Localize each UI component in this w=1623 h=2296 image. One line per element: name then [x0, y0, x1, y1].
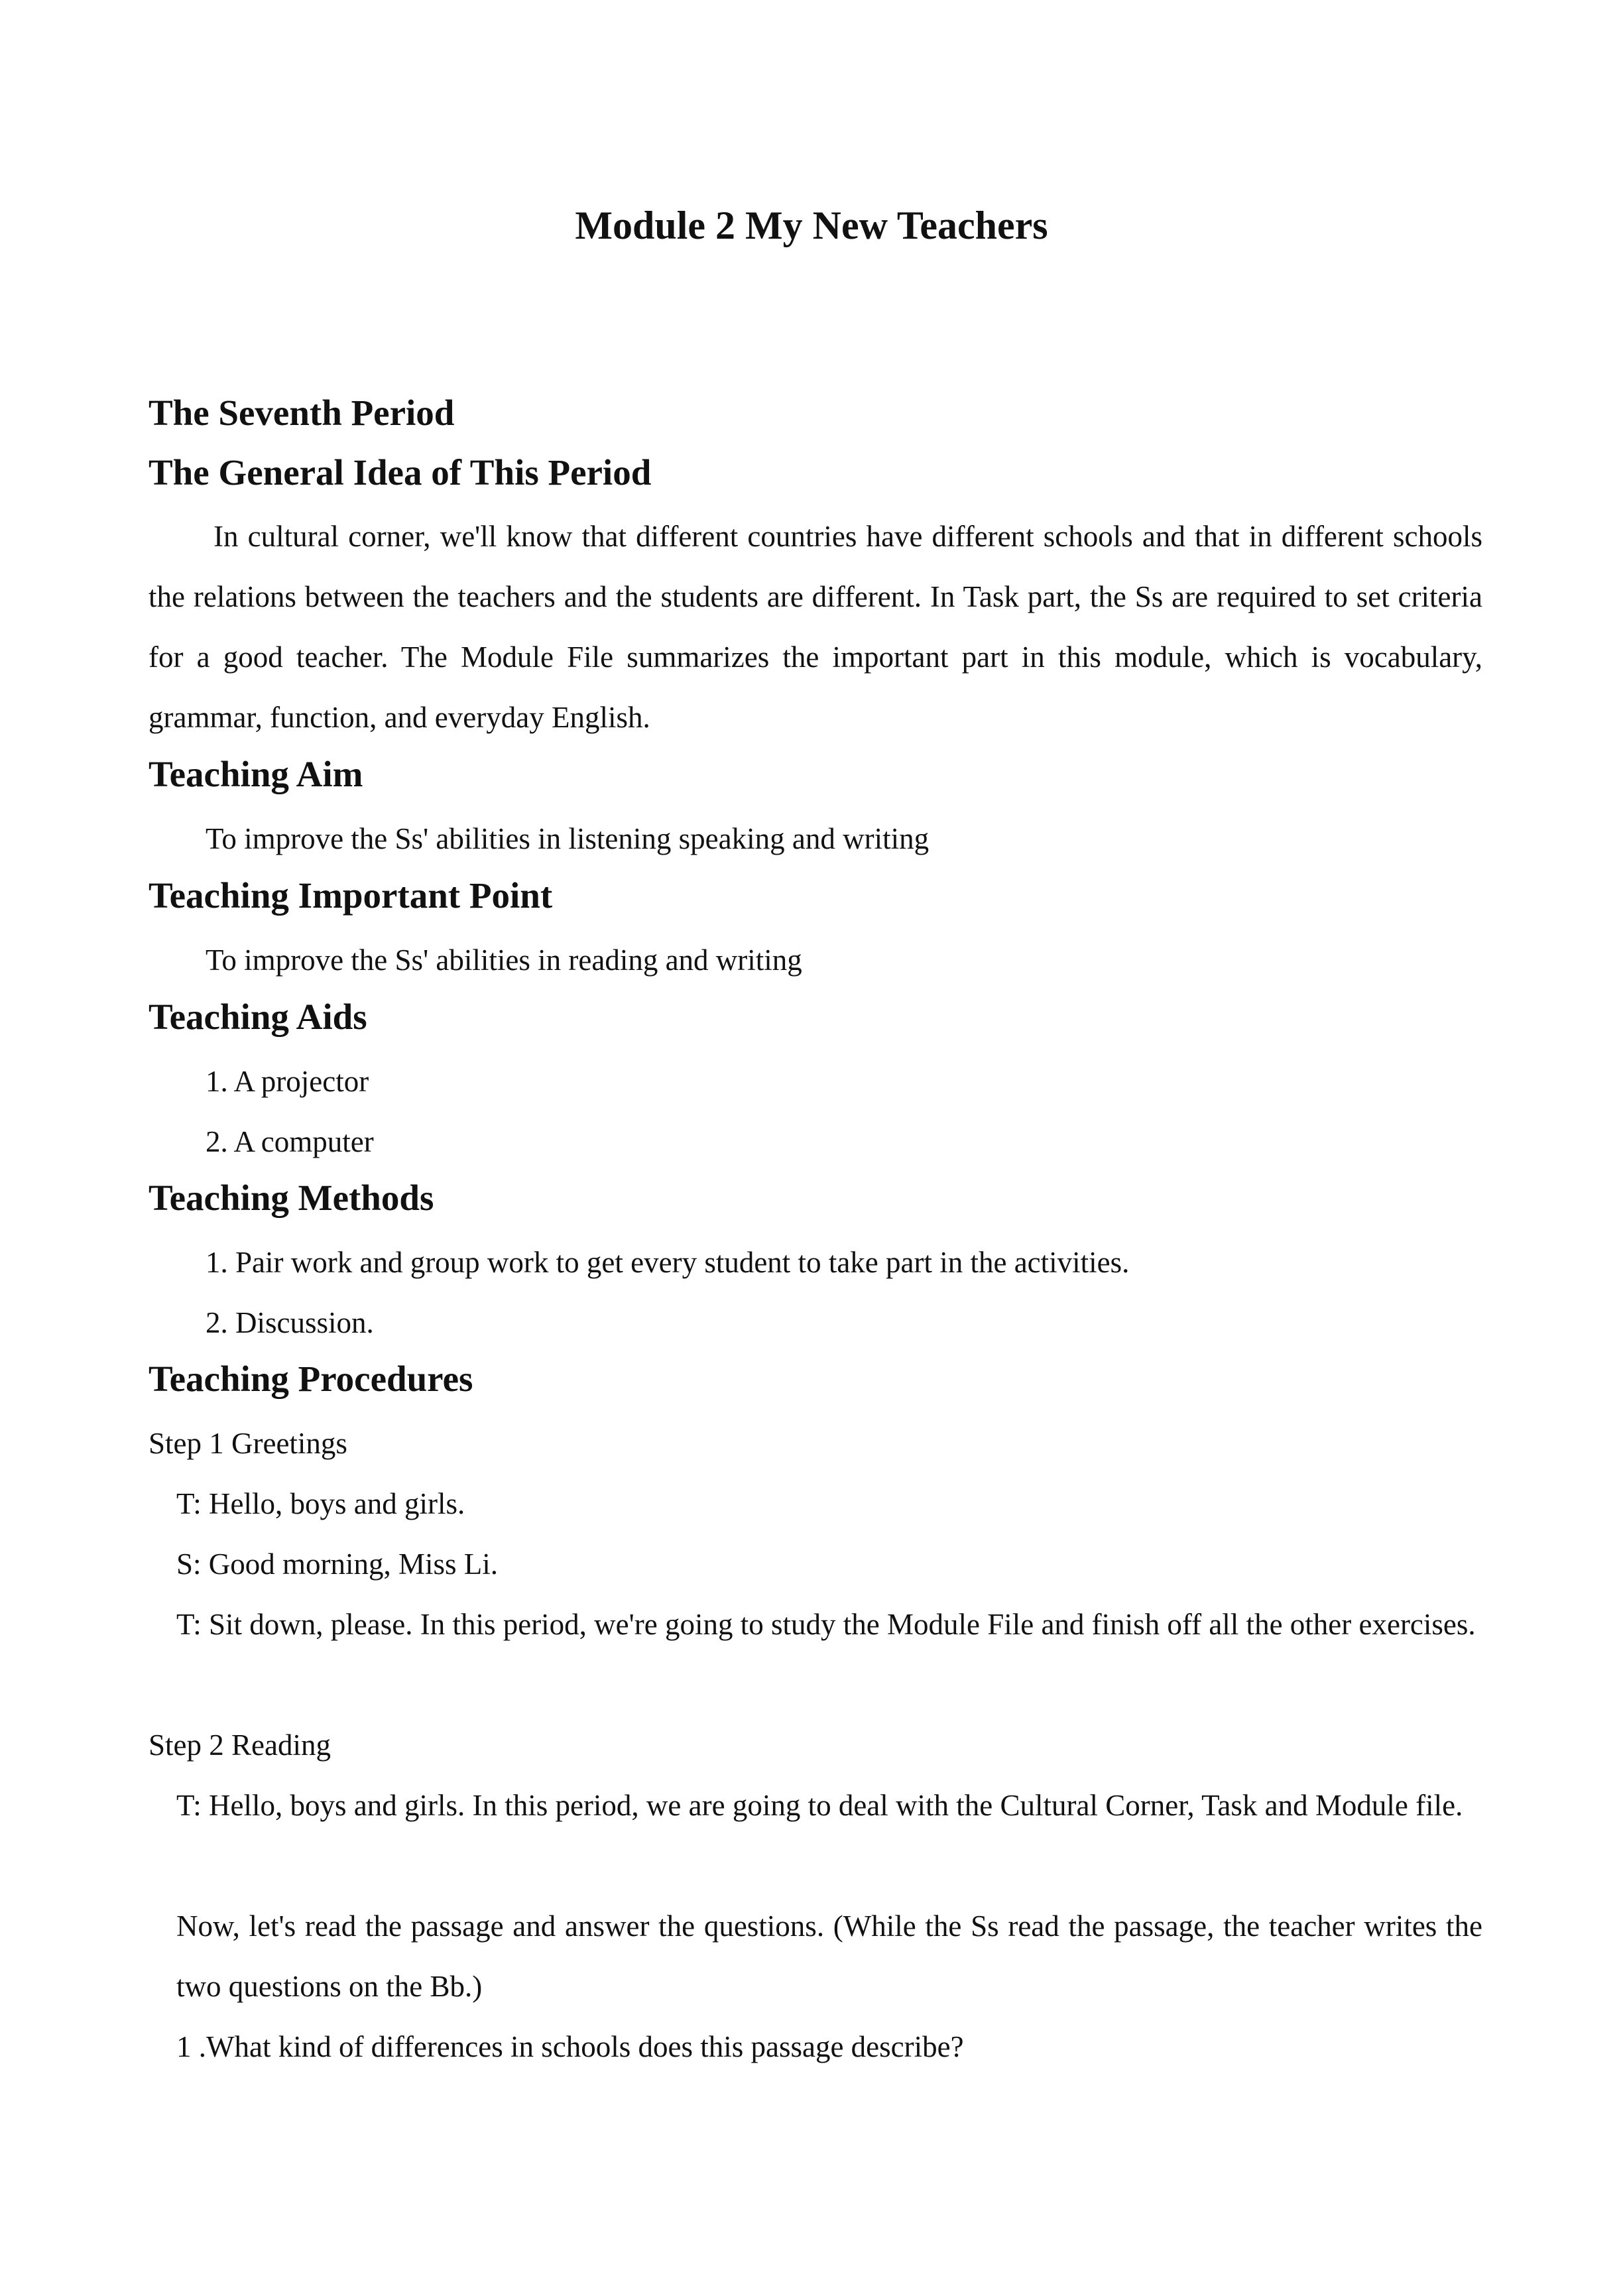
dialog-line: T: Hello, boys and girls. [176, 1487, 465, 1520]
teaching-aim-text: To improve the Ss' abilities in listening speaking and writing [206, 822, 930, 855]
important-point-text: To improve the Ss' abilities in reading and writing [206, 943, 802, 977]
teaching-methods-heading: Teaching Methods [149, 1178, 434, 1218]
teaching-aids-item: 1. A projector [206, 1065, 369, 1098]
period-heading: The Seventh Period [149, 393, 455, 433]
teaching-aim-heading: Teaching Aim [149, 754, 363, 794]
teaching-methods-item: 2. Discussion. [206, 1306, 374, 1339]
important-point-heading: Teaching Important Point [149, 875, 553, 916]
dialog-line: Now, let's read the passage and answer the questions. (While the Ss read the passage, the teacher writes the two questions on the Bb.) [176, 1909, 1482, 2003]
dialog-line: S: Good morning, Miss Li. [176, 1547, 499, 1581]
step-2-label: Step 2 Reading [149, 1728, 331, 1762]
teaching-methods-item: 1. Pair work and group work to get every student to take part in the activities. [206, 1246, 1130, 1279]
teaching-aids-heading: Teaching Aids [149, 997, 367, 1037]
general-idea-heading: The General Idea of This Period [149, 452, 652, 493]
general-idea-paragraph: In cultural corner, we'll know that different countries have different schools and that in different schools the relations between the teachers and the students are different. In Task part, the Ss are required to set criteria for a good teacher. The Module File summarizes the important part in this module, which is vocabulary, grammar, function, and everyday English. [149, 520, 1482, 734]
dialog-line: T: Hello, boys and girls. In this period, we are going to deal with the Cultural Corner, Task and Module file. [176, 1789, 1463, 1822]
dialog-line: T: Sit down, please. In this period, we're going to study the Module File and finish off all the other exercises. [176, 1608, 1476, 1641]
step-1-label: Step 1 Greetings [149, 1427, 347, 1460]
page-title: Module 2 My New Teachers [575, 204, 1048, 247]
question-line: 1 .What kind of differences in schools does this passage describe? [176, 2030, 964, 2063]
teaching-procedures-heading: Teaching Procedures [149, 1359, 473, 1399]
teaching-aids-item: 2. A computer [206, 1125, 374, 1158]
